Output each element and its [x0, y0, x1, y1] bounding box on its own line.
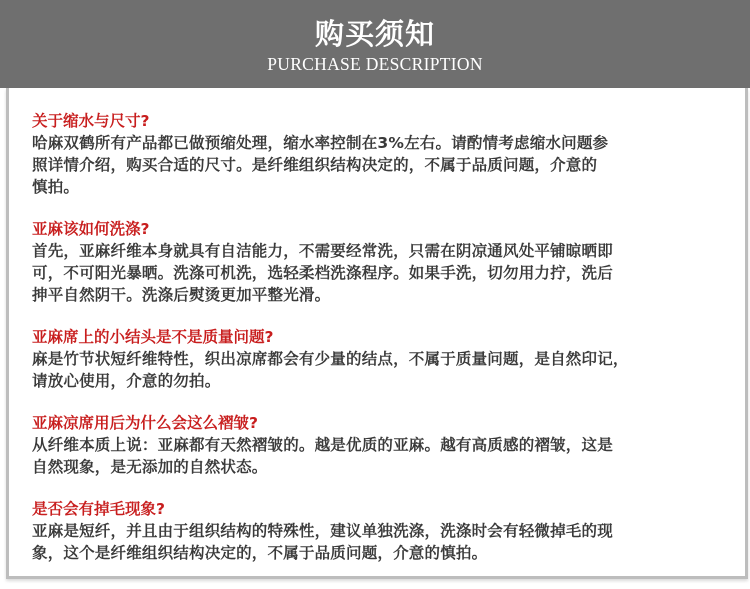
- section-title: 亚麻凉席用后为什么会这么褶皱?: [32, 414, 258, 432]
- faq-sections: [32, 110, 732, 584]
- header-banner: [0, 0, 750, 88]
- section-title: 是否会有掉毛现象?: [32, 500, 165, 518]
- section-title: 亚麻该如何洗涤?: [32, 220, 150, 238]
- faq-section: [32, 498, 732, 564]
- section-title: 关于缩水与尺寸?: [32, 112, 150, 130]
- section-text-line: 照详情介绍，购买合适的尺寸。是纤维组织结构决定的，不属于品质问题，介意的: [32, 156, 598, 174]
- faq-section: [32, 326, 732, 392]
- faq-section: [32, 412, 732, 478]
- section-title: 亚麻席上的小结头是不是质量问题?: [32, 328, 274, 346]
- section-text-line: 慎拍。: [32, 178, 80, 196]
- page-subtitle: PURCHASE DESCRIPTION: [267, 54, 483, 74]
- section-text-line: 哈麻双鹤所有产品都已做预缩处理，缩水率控制在3%左右。请酌情考虑缩水问题参: [32, 134, 609, 152]
- section-text-line: 从纤维本质上说：亚麻都有天然褶皱的。越是优质的亚麻。越有高质感的褶皱，这是: [32, 436, 613, 454]
- section-text-line: 亚麻是短纤，并且由于组织结构的特殊性，建议单独洗涤，洗涤时会有轻微掉毛的现: [32, 522, 613, 540]
- faq-section: [32, 218, 732, 306]
- section-text-line: 象，这个是纤维组织结构决定的，不属于品质问题，介意的慎拍。: [32, 544, 488, 562]
- section-text-line: 自然现象，是无添加的自然状态。: [32, 458, 268, 476]
- page-title: 购买须知: [314, 17, 435, 51]
- section-text-line: 请放心使用，介意的勿拍。: [32, 372, 221, 390]
- section-text-line: 可，不可阳光暴晒。洗涤可机洗，选轻柔档洗涤程序。如果手洗，切勿用力拧，洗后: [32, 264, 613, 282]
- section-text-line: 抻平自然阴干。洗涤后熨烫更加平整光滑。: [32, 286, 331, 304]
- faq-section: [32, 110, 732, 198]
- section-text-line: 首先，亚麻纤维本身就具有自洁能力，不需要经常洗，只需在阴凉通风处平铺晾晒即: [32, 242, 613, 260]
- section-text-line: 麻是竹节状短纤维特性，织出凉席都会有少量的结点，不属于质量问题，是自然印记，: [32, 350, 629, 368]
